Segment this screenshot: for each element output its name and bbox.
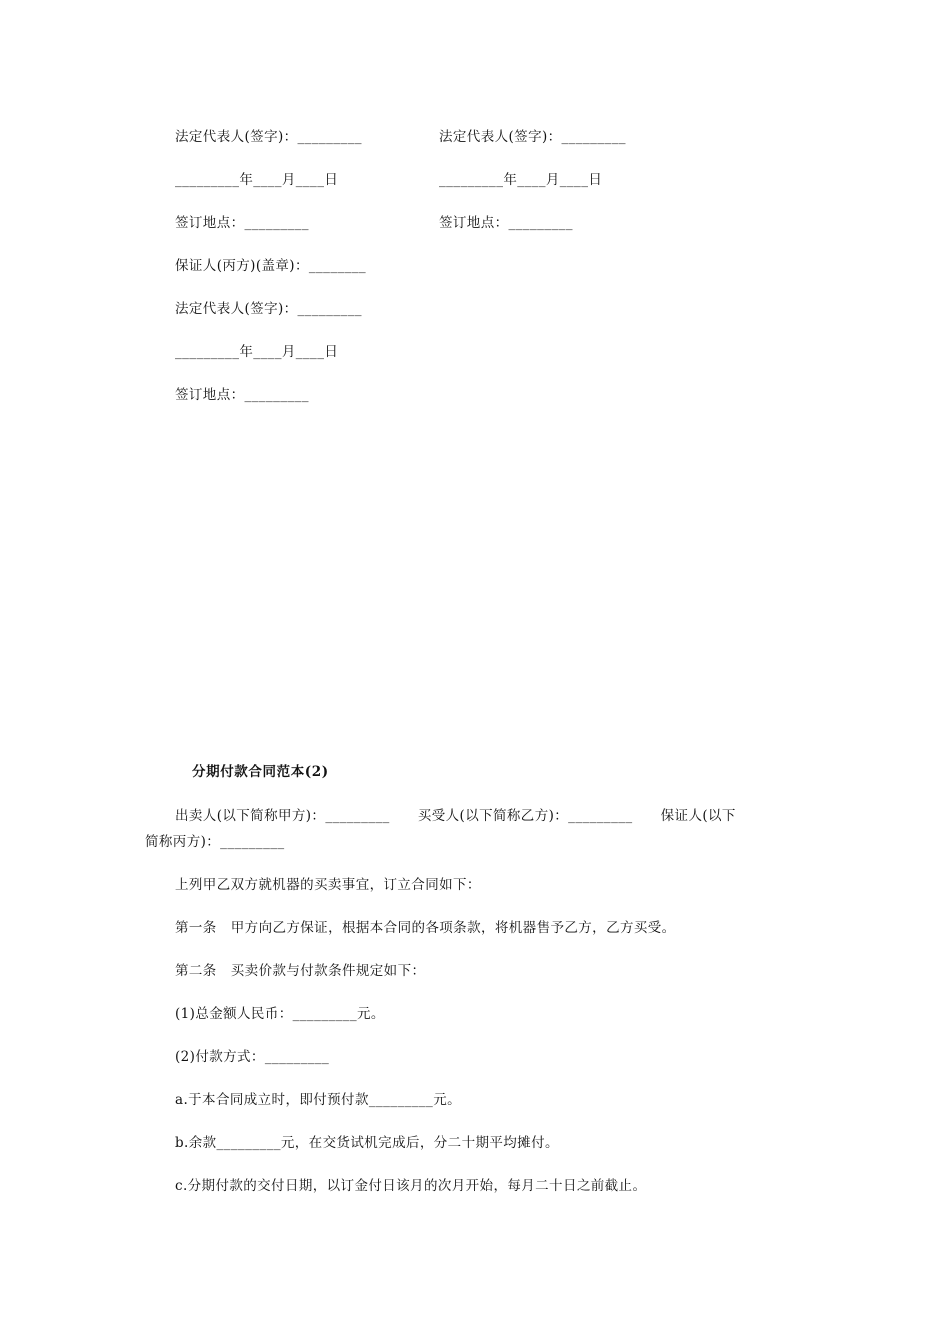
item-b-balance: b.余款_________元，在交货试机完成后，分二十期平均摊付。: [175, 1135, 559, 1151]
guarantor-legal-rep-signature: 法定代表人(签字)：_________: [175, 301, 362, 317]
seller-sign-place: 签订地点：_________: [175, 215, 309, 231]
article-2: 第二条 买卖价款与付款条件规定如下：: [175, 963, 426, 979]
item-c-payment-dates: c.分期付款的交付日期，以订金付日该月的次月开始，每月二十日之前截止。: [175, 1178, 647, 1194]
buyer-sign-date: _________年____月____日: [439, 172, 603, 188]
parties-line-1: 出卖人(以下简称甲方)：_________ 买受人(以下简称乙方)：_________ 保证人(以下: [175, 808, 736, 824]
buyer-sign-place: 签订地点：_________: [439, 215, 573, 231]
buyer-legal-rep-signature: 法定代表人(签字)：_________: [439, 129, 626, 145]
seller-sign-date: _________年____月____日: [175, 172, 339, 188]
item-a-prepayment: a.于本合同成立时，即付预付款_________元。: [175, 1092, 461, 1108]
guarantor-sign-date: _________年____月____日: [175, 344, 339, 360]
guarantor-sign-place: 签订地点：_________: [175, 387, 309, 403]
contract-title: 分期付款合同范本(2): [192, 764, 329, 780]
contract-intro: 上列甲乙双方就机器的买卖事宜，订立合同如下：: [175, 877, 481, 893]
seller-legal-rep-signature: 法定代表人(签字)：_________: [175, 129, 362, 145]
article-1: 第一条 甲方向乙方保证，根据本合同的各项条款，将机器售予乙方，乙方买受。: [175, 920, 676, 936]
parties-line-2: 简称丙方)：_________: [145, 834, 285, 850]
item-total-amount: (1)总金额人民币：_________元。: [175, 1006, 385, 1022]
guarantor-seal: 保证人(丙方)(盖章)：________: [175, 258, 367, 274]
item-payment-method: (2)付款方式：_________: [175, 1049, 330, 1065]
